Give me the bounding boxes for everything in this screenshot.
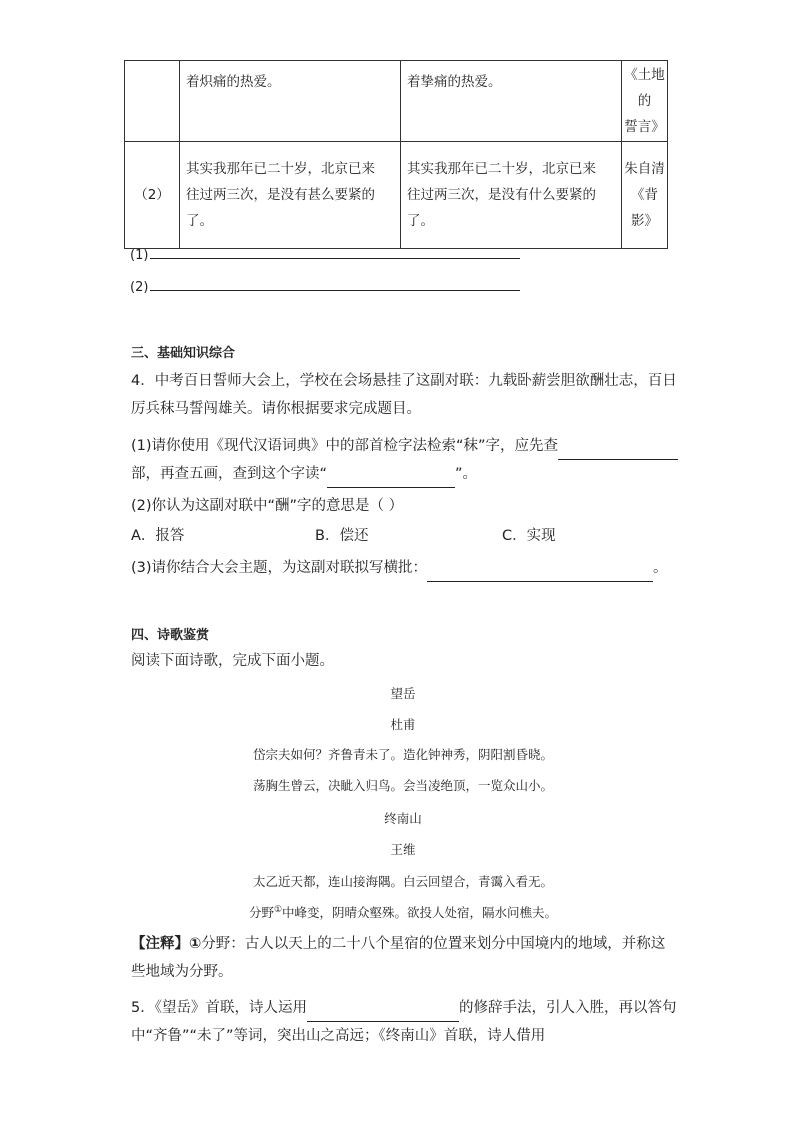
fill-blank[interactable]: [307, 1005, 459, 1022]
annotation-text: 些地域为分野。: [131, 964, 233, 980]
original-text-cell: 着炽痛的热爱。: [180, 61, 401, 142]
fill-blank[interactable]: [427, 565, 653, 582]
revised-text-cell: 其实我那年已二十岁，北京已来 往过两三次，是没有什么要紧的 了。: [401, 142, 622, 249]
question-text: 厉兵秣马誓闯雄关。请你根据要求完成题目。: [131, 401, 421, 417]
question-text: 中“齐鲁”“未了”等词，突出山之高远；《终南山》首联，诗人借用: [131, 1028, 546, 1044]
poem-line: 岱宗夫如何？齐鲁青未了。造化钟神秀，阴阳割昏晓。: [252, 747, 553, 762]
option-b[interactable]: B．偿还: [315, 528, 369, 544]
question-text: (3)请你结合大会主题，为这副对联拟写横批： 。: [131, 554, 668, 582]
poem-title: 望岳: [390, 686, 416, 701]
fill-blank[interactable]: [558, 443, 678, 460]
option-a[interactable]: A．报答: [131, 528, 185, 544]
fill-blank[interactable]: [327, 471, 455, 488]
row-number: [125, 61, 180, 142]
table-row: [125, 142, 668, 249]
row-number: （2）: [125, 142, 180, 249]
annotation-text: 【注释】①分野：古人以天上的二十八个星宿的位置来划分中国境内的地域，并称这: [131, 936, 666, 952]
poem-author: 杜甫: [390, 717, 416, 732]
answer-line-2[interactable]: (2): [130, 280, 520, 295]
question-text: 5．《望岳》首联，诗人运用 的修辞手法，引人入胜，再以答句: [131, 994, 676, 1022]
footnote-marker: ①: [273, 904, 283, 915]
revised-text-cell: 着挚痛的热爱。: [401, 61, 622, 142]
footnote-marker: ①: [189, 936, 202, 952]
answer-line-1[interactable]: (1): [130, 248, 520, 263]
section-heading: 四、诗歌鉴赏: [131, 628, 210, 643]
source-cell: 《土地的 誓言》: [622, 61, 668, 142]
question-text: (2)你认为这副对联中“酬”字的意思是（ ）: [131, 498, 404, 514]
poem-title: 终南山: [384, 811, 422, 826]
comparison-table: [124, 60, 668, 249]
poem-author: 王维: [390, 842, 416, 857]
poem-line: 荡胸生曾云，决眦入归鸟。会当凌绝顶，一览众山小。: [252, 778, 553, 793]
poem-line: 分野①中峰变，阴晴众壑殊。欲投人处宿，隔水问樵夫。: [248, 904, 558, 920]
original-text-cell: 其实我那年已二十岁，北京已来 往过两三次，是没有甚么要紧的 了。: [180, 142, 401, 249]
poem-line: 太乙近天都，连山接海隅。白云回望合，青霭入看无。: [252, 874, 553, 889]
question-text: 4．中考百日誓师大会上，学校在会场悬挂了这副对联：九载卧薪尝胆欲酬壮志，百日: [131, 373, 677, 389]
question-text: (1)请你使用《现代汉语词典》中的部首检字法检索“秣”字，应先查: [131, 432, 678, 460]
source-cell: 朱自清 《背影》: [622, 142, 668, 249]
section-heading: 三、基础知识综合: [131, 346, 236, 361]
instruction-text: 阅读下面诗歌，完成下面小题。: [131, 653, 334, 669]
question-text: 部，再查五画，查到这个字读“ ”。: [131, 460, 477, 488]
table-row: [125, 61, 668, 142]
option-c[interactable]: C．实现: [502, 528, 556, 544]
